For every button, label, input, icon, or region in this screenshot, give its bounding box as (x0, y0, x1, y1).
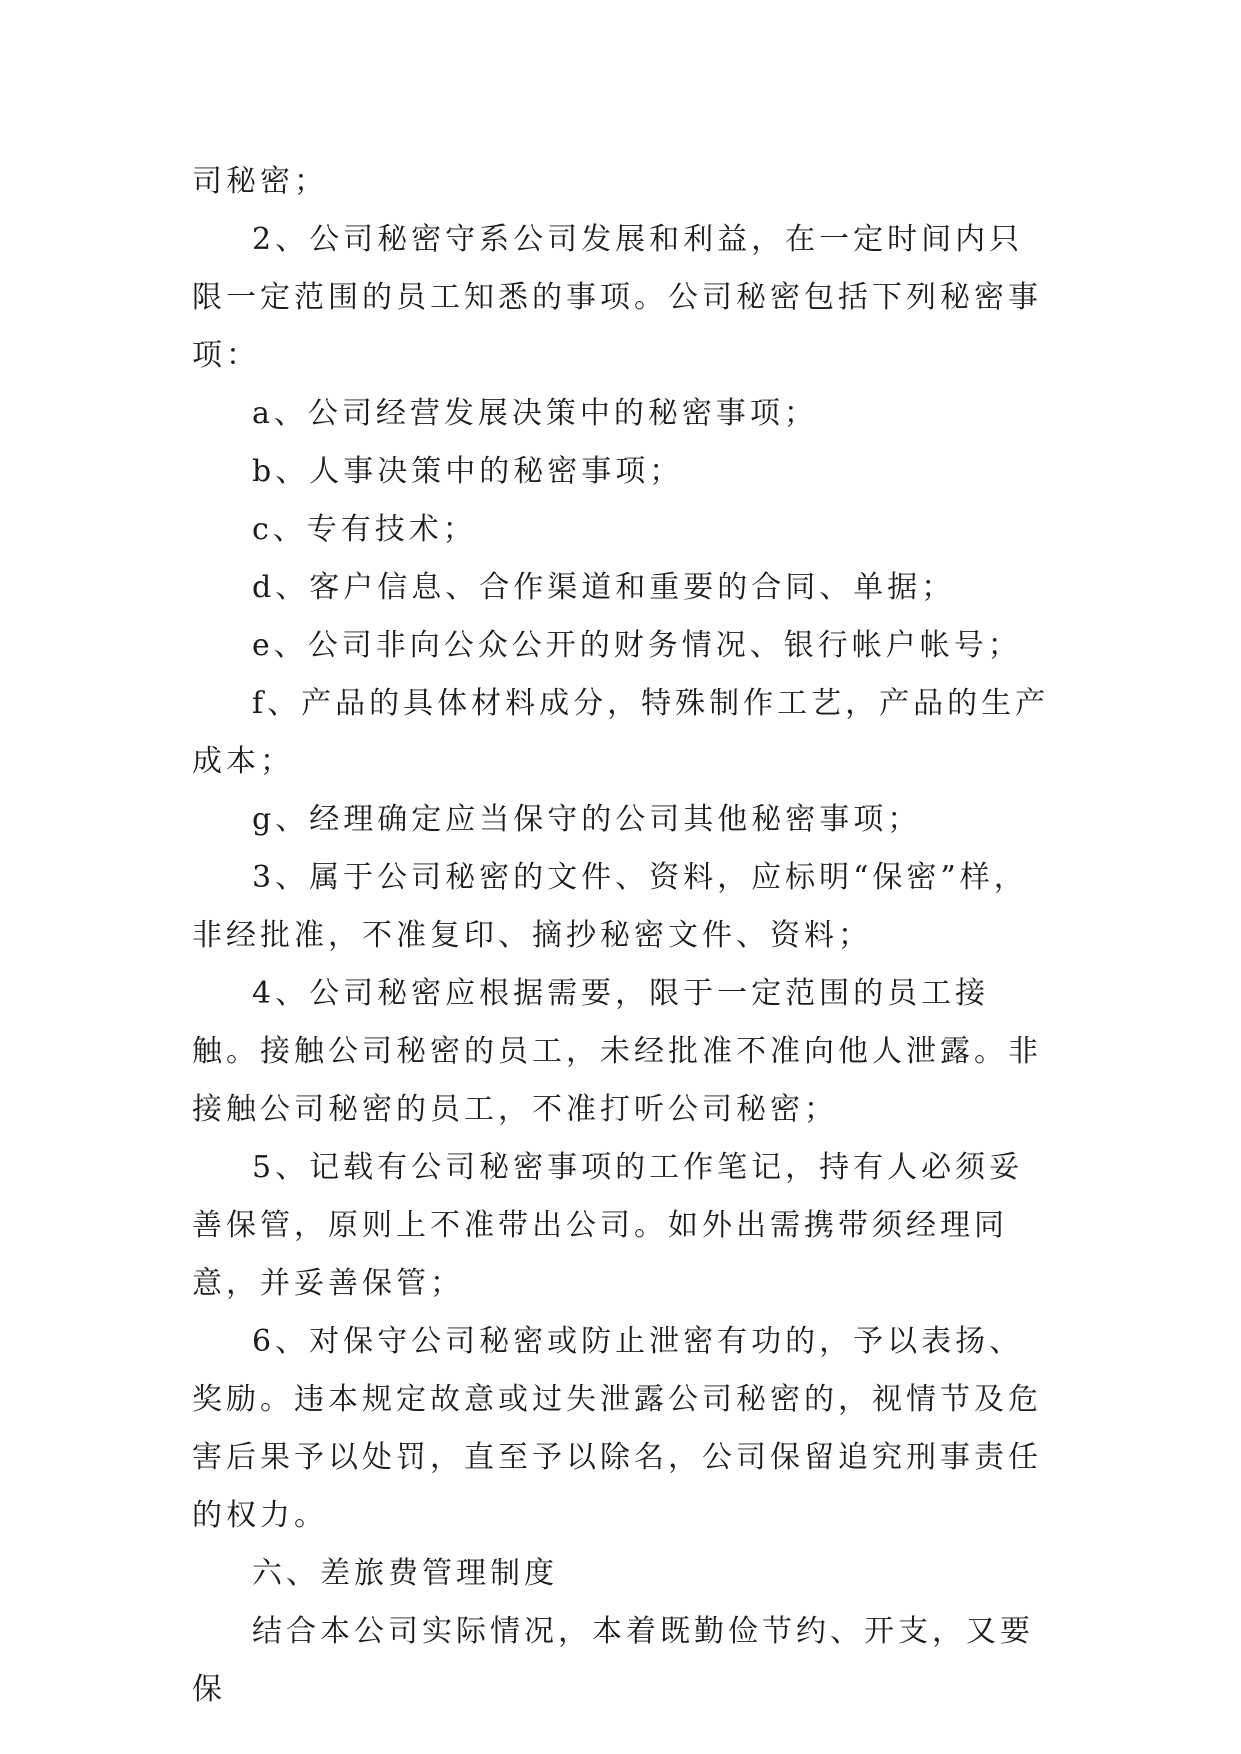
document-body (192, 153, 1052, 1719)
paragraph-item-d: d、客户信息、合作渠道和重要的合同、单据； (252, 570, 956, 605)
paragraph-item-4: 4、公司秘密应根据需要，限于一定范围的员工接触。接触公司秘密的员工，未经批准不准向他人泄露。非接触公司秘密的员工，不准打听公司秘密； (192, 976, 1042, 1127)
paragraph-item-g: g、经理确定应当保守的公司其他秘密事项； (252, 802, 922, 837)
paragraph-item-c: c、专有技术； (252, 512, 477, 547)
paragraph-item-a: a、公司经营发展决策中的秘密事项； (252, 396, 818, 431)
paragraph-item-e: e、公司非向公众公开的财务情况、银行帐户帐号； (252, 628, 1022, 663)
paragraph-travel-intro: 结合本公司实际情况，本着既勤俭节约、开支，又要保 (192, 1614, 1034, 1707)
paragraph-item-2: 2、公司秘密守系公司发展和利益，在一定时间内只限一定范围的员工知悉的事项。公司秘密包括下列秘密事项： (192, 222, 1042, 373)
paragraph-continuation: 司秘密； (192, 164, 328, 199)
paragraph-item-6: 6、对保守公司秘密或防止泄密有功的，予以表扬、奖励。违本规定故意或过失泄露公司秘密的，视情节及危害后果予以处罚，直至予以除名，公司保留追究刑事责任的权力。 (192, 1324, 1042, 1533)
section-heading-travel-expense: 六、差旅费管理制度 (252, 1556, 558, 1591)
paragraph-item-5: 5、记载有公司秘密事项的工作笔记，持有人必须妥善保管，原则上不准带出公司。如外出需携带须经理同意，并妥善保管； (192, 1150, 1024, 1301)
paragraph-item-b: b、人事决策中的秘密事项； (252, 454, 684, 489)
paragraph-item-3: 3、属于公司秘密的文件、资料，应标明“保密”样，非经批准，不准复印、摘抄秘密文件、资料； (192, 860, 1028, 953)
paragraph-item-f: f、产品的具体材料成分，特殊制作工艺，产品的生产成本； (192, 686, 1050, 779)
